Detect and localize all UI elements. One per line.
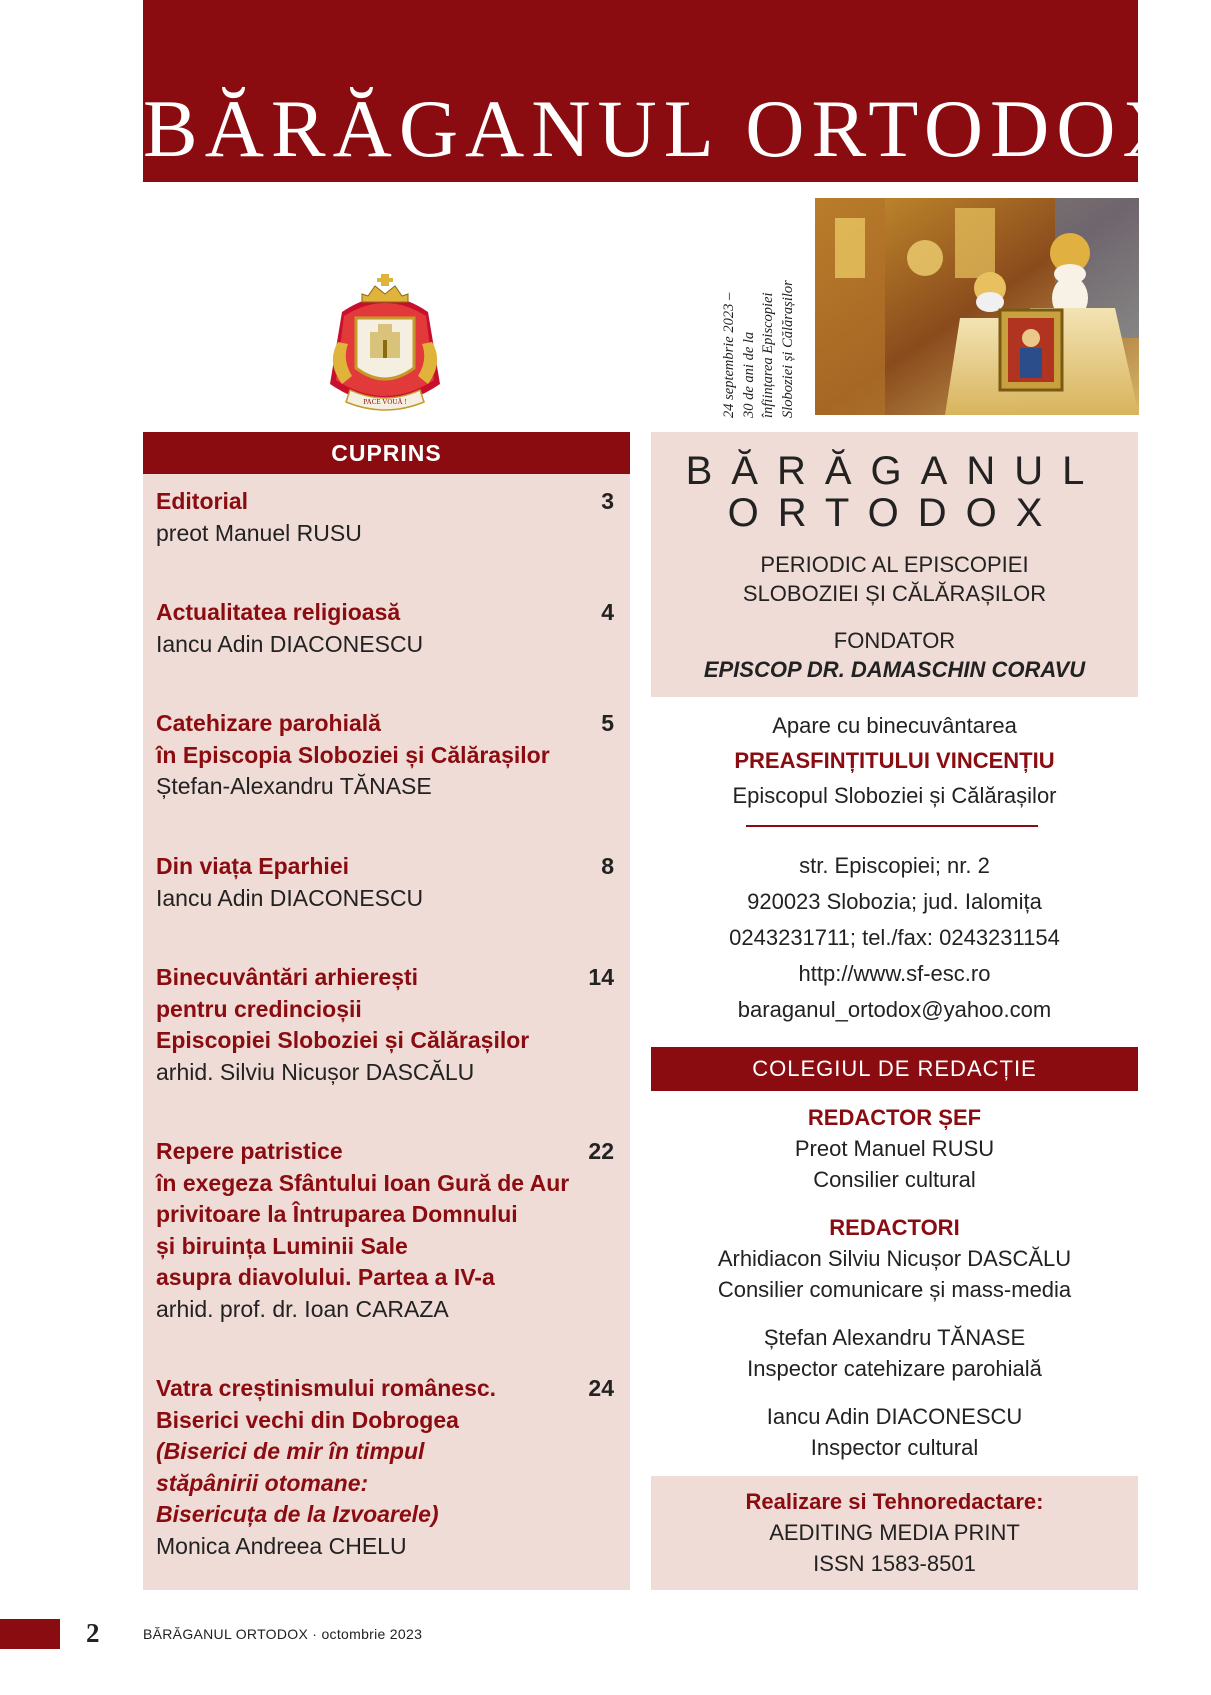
chief-editor-name: Preot Manuel RUSU bbox=[794, 1136, 995, 1161]
masthead-title: BĂRĂGANUL ORTODOX bbox=[143, 83, 1189, 174]
editor-role: Inspector cultural bbox=[810, 1435, 979, 1460]
toc-entry-page: 4 bbox=[601, 599, 614, 625]
toc-entry-page: 24 bbox=[588, 1375, 614, 1401]
toc-entry[interactable] bbox=[156, 708, 626, 803]
caption-line: Sloboziei și Călărașilor bbox=[779, 280, 796, 418]
editor-name: Arhidiacon Silviu Nicușor DASCĂLU bbox=[717, 1246, 1072, 1271]
toc-entry-title: Editorial bbox=[156, 488, 249, 514]
publication-title bbox=[651, 450, 1138, 534]
toc-entry-page: 8 bbox=[601, 853, 614, 879]
toc-entry[interactable] bbox=[156, 851, 626, 914]
toc-entry-title: Din viața Eparhiei bbox=[156, 853, 350, 879]
page-number: 2 bbox=[86, 1618, 100, 1648]
toc-entry-title: Binecuvântări arhierești bbox=[156, 964, 419, 990]
toc-entry-title: privitoare la Întruparea Domnului bbox=[156, 1201, 518, 1227]
toc-entry-subtitle: (Biserici de mir în timpul bbox=[156, 1438, 425, 1464]
contents-header: CUPRINS bbox=[143, 432, 630, 474]
editorial-staff bbox=[651, 1102, 1138, 1463]
founder-label: FONDATOR bbox=[833, 628, 956, 653]
caption-line: înființarea Episcopiei bbox=[760, 292, 776, 418]
toc-entry[interactable] bbox=[156, 1373, 626, 1562]
footer-date: octombrie 2023 bbox=[321, 1626, 423, 1642]
toc-entry-author: arhid. prof. dr. Ioan CARAZA bbox=[156, 1295, 449, 1322]
divider bbox=[746, 825, 1038, 827]
footer-running-title bbox=[143, 1626, 422, 1642]
footer-accent-bar bbox=[0, 1619, 60, 1649]
cover-photo bbox=[815, 198, 1139, 415]
founder-name: EPISCOP DR. DAMASCHIN CORAVU bbox=[703, 657, 1086, 682]
toc-entry-page: 14 bbox=[588, 964, 614, 990]
toc-entry-page: 22 bbox=[588, 1138, 614, 1164]
toc-entry-author: Monica Andreea CHELU bbox=[156, 1532, 407, 1559]
editorial-college-header: COLEGIUL DE REDACȚIE bbox=[651, 1047, 1138, 1091]
toc-entry-title: pentru credincioșii bbox=[156, 995, 362, 1022]
toc-entry-author: Ștefan-Alexandru TĂNASE bbox=[156, 773, 432, 799]
contents-panel bbox=[143, 432, 630, 1590]
blessing-line: Apare cu binecuvântarea bbox=[772, 713, 1017, 738]
website-link[interactable]: http://www.sf-esc.ro bbox=[798, 961, 991, 986]
footer-publication: BĂRĂGANUL ORTODOX bbox=[143, 1626, 309, 1642]
toc-entry-title: și biruința Luminii Sale bbox=[156, 1232, 408, 1259]
toc-entry-title: în exegeza Sfântului Ioan Gură de Aur bbox=[156, 1169, 570, 1196]
publication-info-panel bbox=[651, 432, 1138, 697]
toc-entry[interactable] bbox=[156, 1136, 626, 1325]
editors-label: REDACTORI bbox=[829, 1215, 960, 1240]
toc-entry-title: Biserici vechi din Dobrogea bbox=[156, 1406, 459, 1433]
footer-separator: · bbox=[308, 1626, 322, 1642]
publication-title-line: ORTODOX bbox=[727, 491, 1062, 535]
crest-motto: PACE VOUĂ ! bbox=[363, 398, 407, 406]
toc-entry[interactable] bbox=[156, 597, 626, 660]
toc-entry[interactable] bbox=[156, 486, 626, 549]
toc-entry-author: Iancu Adin DIACONESCU bbox=[156, 630, 424, 657]
address-phone: 0243231711; tel./fax: 0243231154 bbox=[729, 925, 1060, 950]
email-link[interactable]: baraganul_ortodox@yahoo.com bbox=[737, 997, 1052, 1022]
periodic-line: SLOBOZIEI ȘI CĂLĂRAȘILOR bbox=[742, 581, 1047, 606]
editor-name: Iancu Adin DIACONESCU bbox=[766, 1404, 1023, 1429]
publication-title-line: BĂRĂGANUL bbox=[685, 449, 1104, 493]
blessing-line: Episcopul Sloboziei și Călărașilor bbox=[732, 783, 1057, 808]
chief-editor-role: Consilier cultural bbox=[813, 1167, 976, 1192]
masthead-banner bbox=[143, 0, 1189, 182]
toc-entry-title: asupra diavolului. Partea a IV-a bbox=[156, 1264, 495, 1290]
photo-caption bbox=[720, 198, 798, 418]
editor-role: Inspector catehizare parohială bbox=[747, 1356, 1042, 1381]
toc-entry-title: Episcopiei Sloboziei și Călărașilor bbox=[156, 1027, 530, 1053]
toc-entry-title: în Episcopia Sloboziei și Călărașilor bbox=[156, 741, 550, 768]
chief-editor-label: REDACTOR ȘEF bbox=[807, 1105, 982, 1130]
address-city: 920023 Slobozia; jud. Ialomița bbox=[747, 889, 1042, 914]
blessing-block bbox=[651, 708, 1138, 813]
toc-entry[interactable] bbox=[156, 962, 626, 1088]
toc-entry-title: Repere patristice bbox=[156, 1138, 343, 1164]
production-panel bbox=[651, 1476, 1138, 1590]
toc-entry-subtitle: Bisericuța de la Izvoarele) bbox=[156, 1501, 439, 1527]
issn: ISSN 1583-8501 bbox=[813, 1551, 976, 1576]
editor-role: Consilier comunicare și mass-media bbox=[717, 1277, 1072, 1302]
production-company: AEDITING MEDIA PRINT bbox=[769, 1520, 1020, 1545]
toc-entry-author: arhid. Silviu Nicușor DASCĂLU bbox=[156, 1058, 475, 1085]
contact-address bbox=[651, 848, 1138, 1028]
toc-entry-page: 3 bbox=[601, 488, 614, 514]
toc-entry-title: Catehizare parohială bbox=[156, 710, 381, 736]
caption-line: 24 septembrie 2023 – bbox=[721, 292, 737, 418]
toc-entry-title: Actualitatea religioasă bbox=[156, 599, 401, 625]
toc-entry-subtitle: stăpânirii otomane: bbox=[156, 1469, 369, 1496]
toc-entry-page: 5 bbox=[601, 710, 614, 736]
periodic-line: PERIODIC AL EPISCOPIEI bbox=[760, 552, 1029, 577]
toc-entry-author: Iancu Adin DIACONESCU bbox=[156, 884, 424, 911]
caption-line: 30 de ani de la bbox=[740, 331, 757, 418]
toc-entry-author: preot Manuel RUSU bbox=[156, 519, 362, 546]
address-street: str. Episcopiei; nr. 2 bbox=[799, 853, 990, 878]
episcopal-crest-icon bbox=[322, 272, 448, 418]
bishop-name: PREASFINȚITULUI VINCENȚIU bbox=[734, 748, 1055, 773]
production-label: Realizare si Tehnoredactare: bbox=[745, 1489, 1044, 1514]
toc-entry-title: Vatra creștinismului românesc. bbox=[156, 1375, 497, 1401]
editor-name: Ștefan Alexandru TĂNASE bbox=[763, 1325, 1026, 1350]
